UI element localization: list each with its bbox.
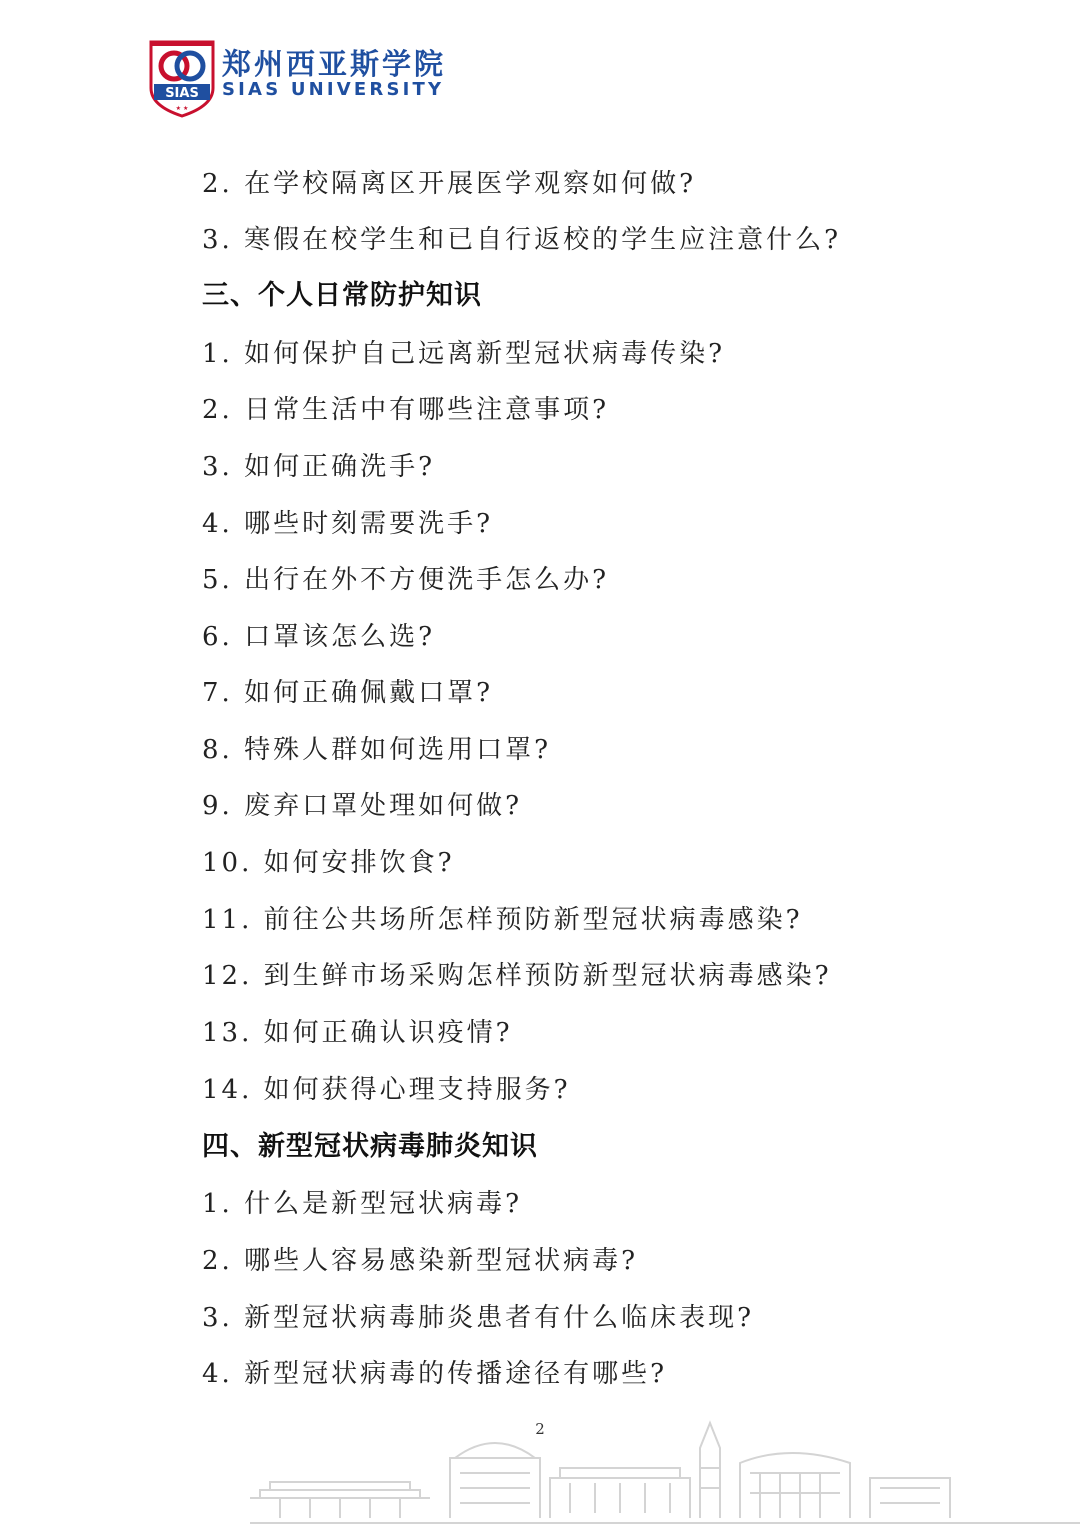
- list-item: 7. 如何正确佩戴口罩?: [202, 678, 494, 708]
- campus-skyline-watermark: [250, 1418, 1080, 1528]
- list-item: 9. 废弃口罩处理如何做?: [202, 791, 523, 821]
- list-item: 8. 特殊人群如何选用口罩?: [202, 735, 552, 765]
- list-item: 14. 如何获得心理支持服务?: [202, 1075, 571, 1105]
- list-item: 3. 寒假在校学生和已自行返校的学生应注意什么?: [202, 225, 842, 255]
- list-item: 3. 如何正确洗手?: [202, 452, 436, 482]
- document-header: [148, 40, 446, 120]
- list-item: 13. 如何正确认识疫情?: [202, 1018, 513, 1048]
- list-item: 12. 到生鲜市场采购怎样预防新型冠状病毒感染?: [202, 961, 832, 991]
- list-item: 10. 如何安排饮食?: [202, 848, 455, 878]
- section-heading: 三、个人日常防护知识: [202, 280, 482, 311]
- university-name-en: SIAS UNIVERSITY: [222, 79, 445, 100]
- svg-text:★ ★: ★ ★: [175, 105, 189, 112]
- section-heading: 四、新型冠状病毒肺炎知识: [202, 1131, 538, 1162]
- list-item: 2. 哪些人容易感染新型冠状病毒?: [202, 1246, 639, 1276]
- list-item: 2. 在学校隔离区开展医学观察如何做?: [202, 169, 697, 199]
- list-item: 11. 前往公共场所怎样预防新型冠状病毒感染?: [202, 905, 803, 935]
- list-item: 1. 如何保护自己远离新型冠状病毒传染?: [202, 339, 726, 369]
- list-item: 5. 出行在外不方便洗手怎么办?: [202, 565, 610, 595]
- list-item: 1. 什么是新型冠状病毒?: [202, 1189, 523, 1219]
- logo-text: SIAS: [165, 86, 199, 101]
- university-logo: [148, 40, 216, 118]
- list-item: 4. 哪些时刻需要洗手?: [202, 509, 494, 539]
- list-item: 3. 新型冠状病毒肺炎患者有什么临床表现?: [202, 1303, 755, 1333]
- university-name-cn: 郑州西亚斯学院: [222, 47, 447, 81]
- page-number: 2: [535, 1420, 545, 1438]
- list-item: 6. 口罩该怎么选?: [202, 622, 436, 652]
- list-item: 4. 新型冠状病毒的传播途径有哪些?: [202, 1359, 668, 1389]
- list-item: 2. 日常生活中有哪些注意事项?: [202, 395, 610, 425]
- university-wordmark: [222, 48, 446, 100]
